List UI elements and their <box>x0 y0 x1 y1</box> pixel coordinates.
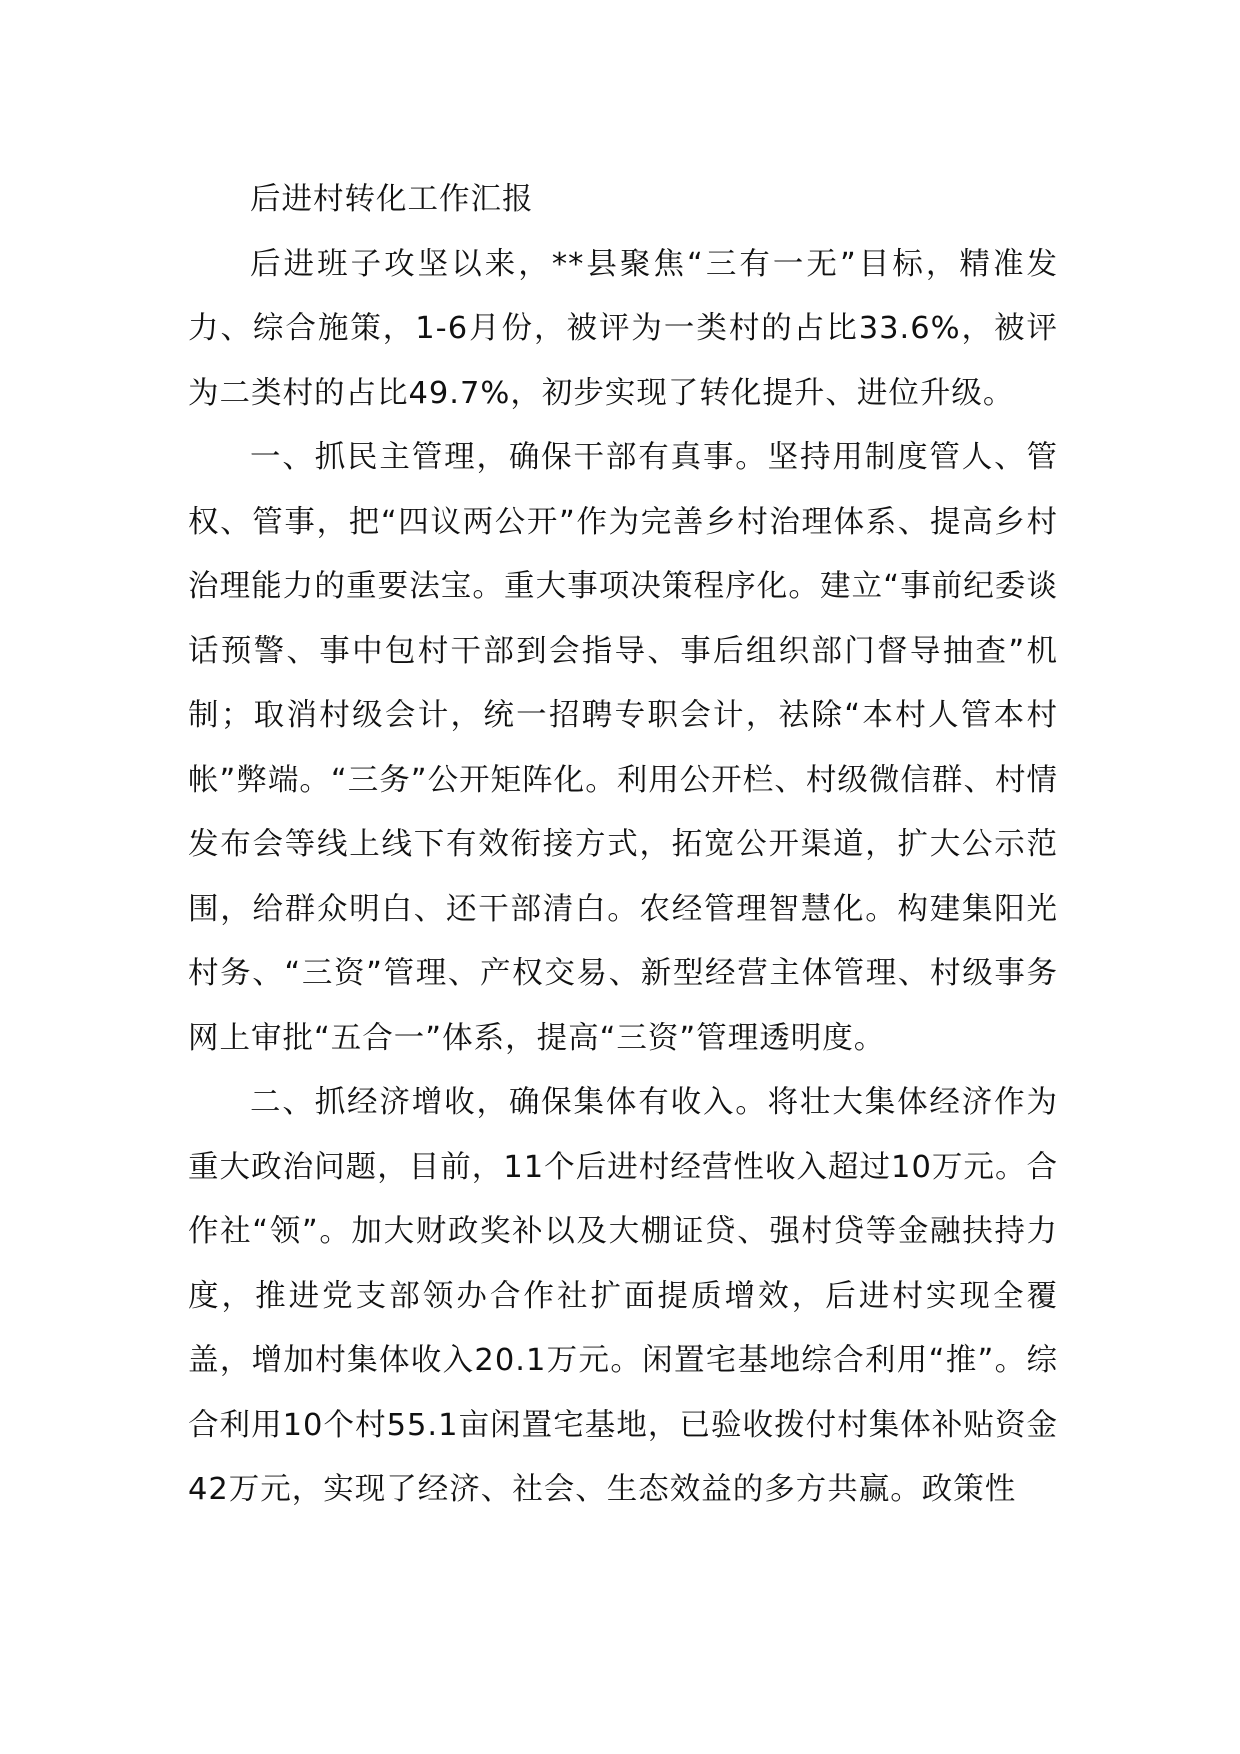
paragraph-intro: 后进班子攻坚以来，**县聚焦“三有一无”目标，精准发力、综合施策，1-6月份，被评为一类村的占比33.6%，被评为二类村的占比49.7%，初步实现了转化提升、进位升级。 <box>188 246 1058 411</box>
paragraph-economic-income: 二、抓经济增收，确保集体有收入。将壮大集体经济作为重大政治问题，目前，11个后进村经营性收入超过10万元。合作社“领”。加大财政奖补以及大棚证贷、强村贷等金融扶持力度，推进党支部领办合作社扩面提质增效，后进村实现全覆盖，增加村集体收入20.1万元。闲置宅基地综合利用“推”。综合利用10个村55.1亩闲置宅基地，已验收拨付村集体补贴资金42万元，实现了经济、社会、生态效益的多方共赢。政策性 <box>188 1085 1058 1507</box>
document-body <box>188 168 1058 1523</box>
paragraph-democratic-management: 一、抓民主管理，确保干部有真事。坚持用制度管人、管权、管事，把“四议两公开”作为完善乡村治理体系、提高乡村治理能力的重要法宝。重大事项决策程序化。建立“事前纪委谈话预警、事中包村干部到会指导、事后组织部门督导抽查”机制；取消村级会计，统一招聘专职会计，祛除“本村人管本村帐”弊端。“三务”公开矩阵化。利用公开栏、村级微信群、村情发布会等线上线下有效衔接方式，拓宽公开渠道，扩大公示范围，给群众明白、还干部清白。农经管理智慧化。构建集阳光村务、“三资”管理、产权交易、新型经营主体管理、村级事务网上审批“五合一”体系，提高“三资”管理透明度。 <box>188 440 1058 1056</box>
document-title: 后进村转化工作汇报 <box>250 182 534 217</box>
